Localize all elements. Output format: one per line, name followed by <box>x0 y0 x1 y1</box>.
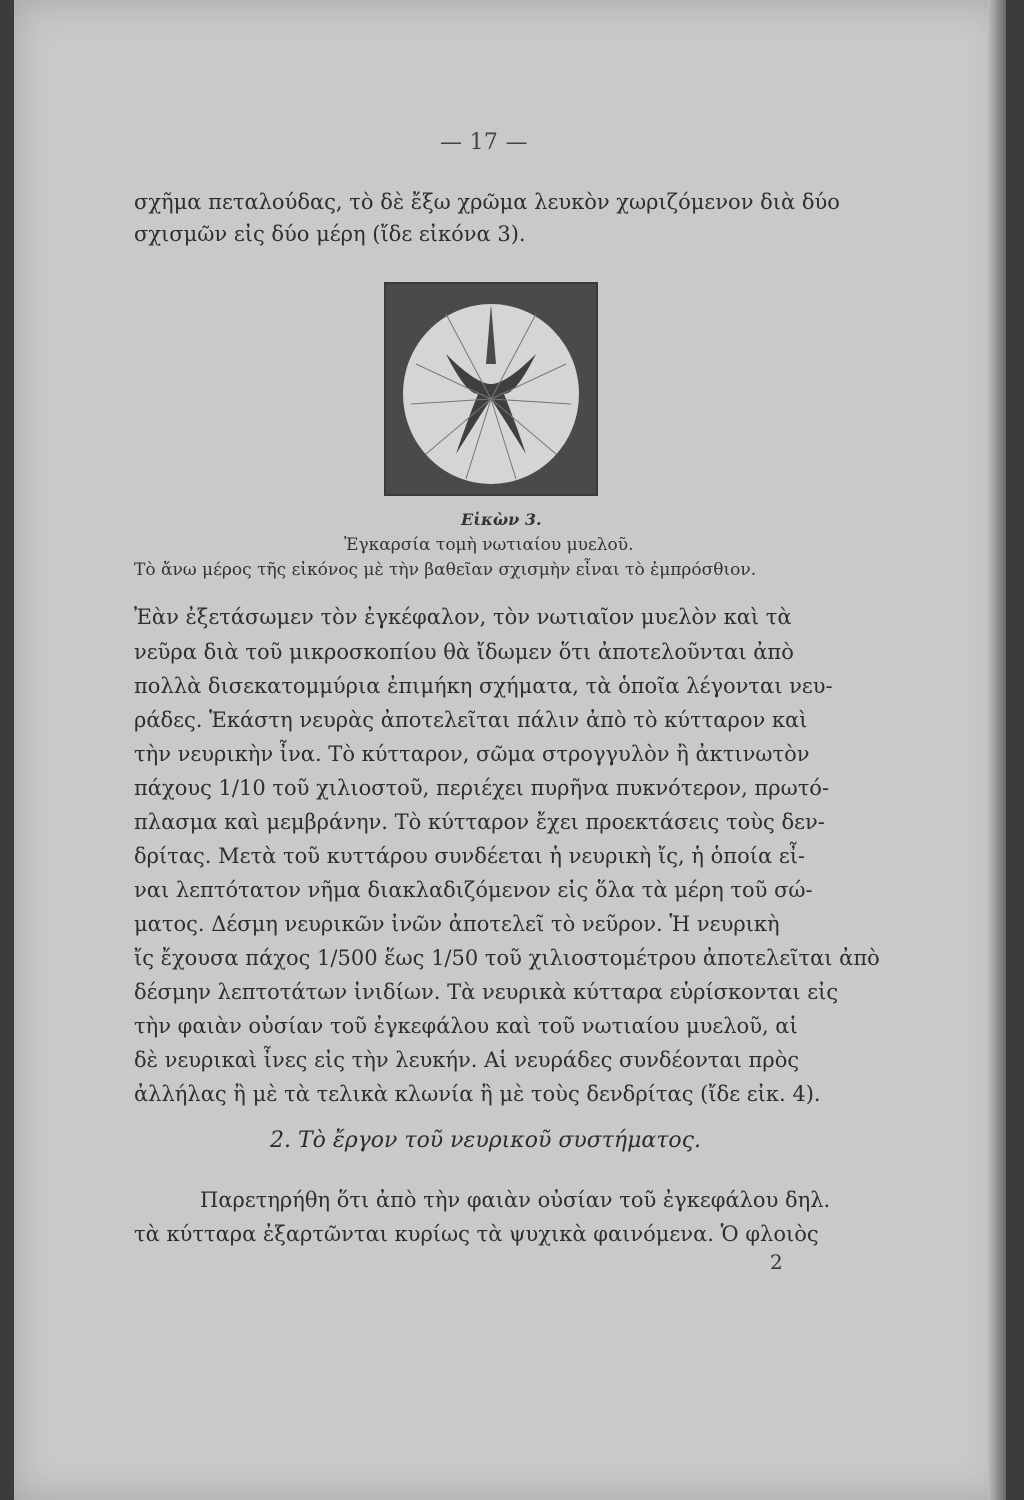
body-line: πάχους 1/10 τοῦ χιλιοστοῦ, περιέχει πυρῆνα πυκνότερον, πρωτό- <box>134 776 830 800</box>
figure-subtitle: Ἐγκαρσία τομὴ νωτιαίου μυελοῦ. <box>344 535 634 555</box>
closing-line: τὰ κύτταρα ἐξαρτῶνται κυρίως τὰ ψυχικὰ φαινόμενα. Ὁ φλοιὸς <box>134 1222 819 1246</box>
body-line: πολλὰ δισεκατομμύρια ἐπιμήκη σχήματα, τὰ ὁποῖα λέγονται νευ- <box>134 674 833 698</box>
body-line: Ἐὰν ἐξετάσωμεν τὸν ἐγκέφαλον, τὸν νωτιαῖον μυελὸν καὶ τὰ <box>134 605 792 629</box>
body-line: ναι λεπτότατον νῆμα διακλαδιζόμενον εἰς ὅλα τὰ μέρη τοῦ σώ- <box>134 878 813 902</box>
body-line: δὲ νευρικαὶ ἶνες εἰς τὴν λευκήν. Αἱ νευράδες συνδέονται πρὸς <box>134 1048 800 1072</box>
figure-description: Τὸ ἄνω μέρος τῆς εἰκόνος μὲ τὴν βαθεῖαν σχισμὴν εἶναι τὸ ἐμπρόσθιον. <box>134 560 757 580</box>
spinal-cord-illustration <box>386 284 596 494</box>
closing-line: Παρετηρήθη ὅτι ἀπὸ τὴν φαιὰν οὐσίαν τοῦ ἐγκεφάλου δηλ. <box>200 1188 831 1212</box>
figure-title: Εἰκὼν 3. <box>461 510 542 529</box>
body-line: ἀλλήλας ἢ μὲ τὰ τελικὰ κλωνία ἢ μὲ τοὺς δενδρίτας (ἴδε εἰκ. 4). <box>134 1082 821 1106</box>
body-line: νεῦρα διὰ τοῦ μικροσκοπίου θὰ ἴδωμεν ὅτι ἀποτελοῦνται ἀπὸ <box>134 640 794 664</box>
body-line: πλασμα καὶ μεμβράνην. Τὸ κύτταρον ἔχει προεκτάσεις τοὺς δεν- <box>134 810 825 834</box>
body-line: δέσμην λεπτοτάτων ἰνιδίων. Τὰ νευρικὰ κύτταρα εὑρίσκονται εἰς <box>134 980 839 1004</box>
section-heading: 2. Τὸ ἔργον τοῦ νευρικοῦ συστήματος. <box>270 1128 701 1153</box>
page-edge-shadow <box>988 0 1006 1500</box>
page-number: — 17 — <box>440 130 528 155</box>
signature-mark: 2 <box>770 1250 783 1274</box>
body-line: ἴς ἔχουσα πάχος 1/500 ἕως 1/50 τοῦ χιλιοστομέτρου ἀποτελεῖται ἀπὸ <box>134 946 880 970</box>
intro-line: σχισμῶν εἰς δύο μέρη (ἴδε εἰκόνα 3). <box>134 222 526 246</box>
spinal-cord-cross-section-figure <box>384 282 598 496</box>
body-line: τὴν φαιὰν οὐσίαν τοῦ ἐγκεφάλου καὶ τοῦ νωτιαίου μυελοῦ, αἱ <box>134 1014 798 1038</box>
body-line: δρίτας. Μετὰ τοῦ κυττάρου συνδέεται ἡ νευρικὴ ἴς, ἡ ὁποία εἶ- <box>134 844 806 868</box>
body-line: ράδες. Ἑκάστη νευρὰς ἀποτελεῖται πάλιν ἀπὸ τὸ κύτταρον καὶ <box>134 708 808 732</box>
body-line: τὴν νευρικὴν ἶνα. Τὸ κύτταρον, σῶμα στρογγυλὸν ἢ ἀκτινωτὸν <box>134 742 810 766</box>
intro-line: σχῆμα πεταλούδας, τὸ δὲ ἔξω χρῶμα λευκὸν χωριζόμενον διὰ δύο <box>134 190 840 214</box>
body-line: ματος. Δέσμη νευρικῶν ἰνῶν ἀποτελεῖ τὸ νεῦρον. Ἡ νευρικὴ <box>134 912 780 936</box>
